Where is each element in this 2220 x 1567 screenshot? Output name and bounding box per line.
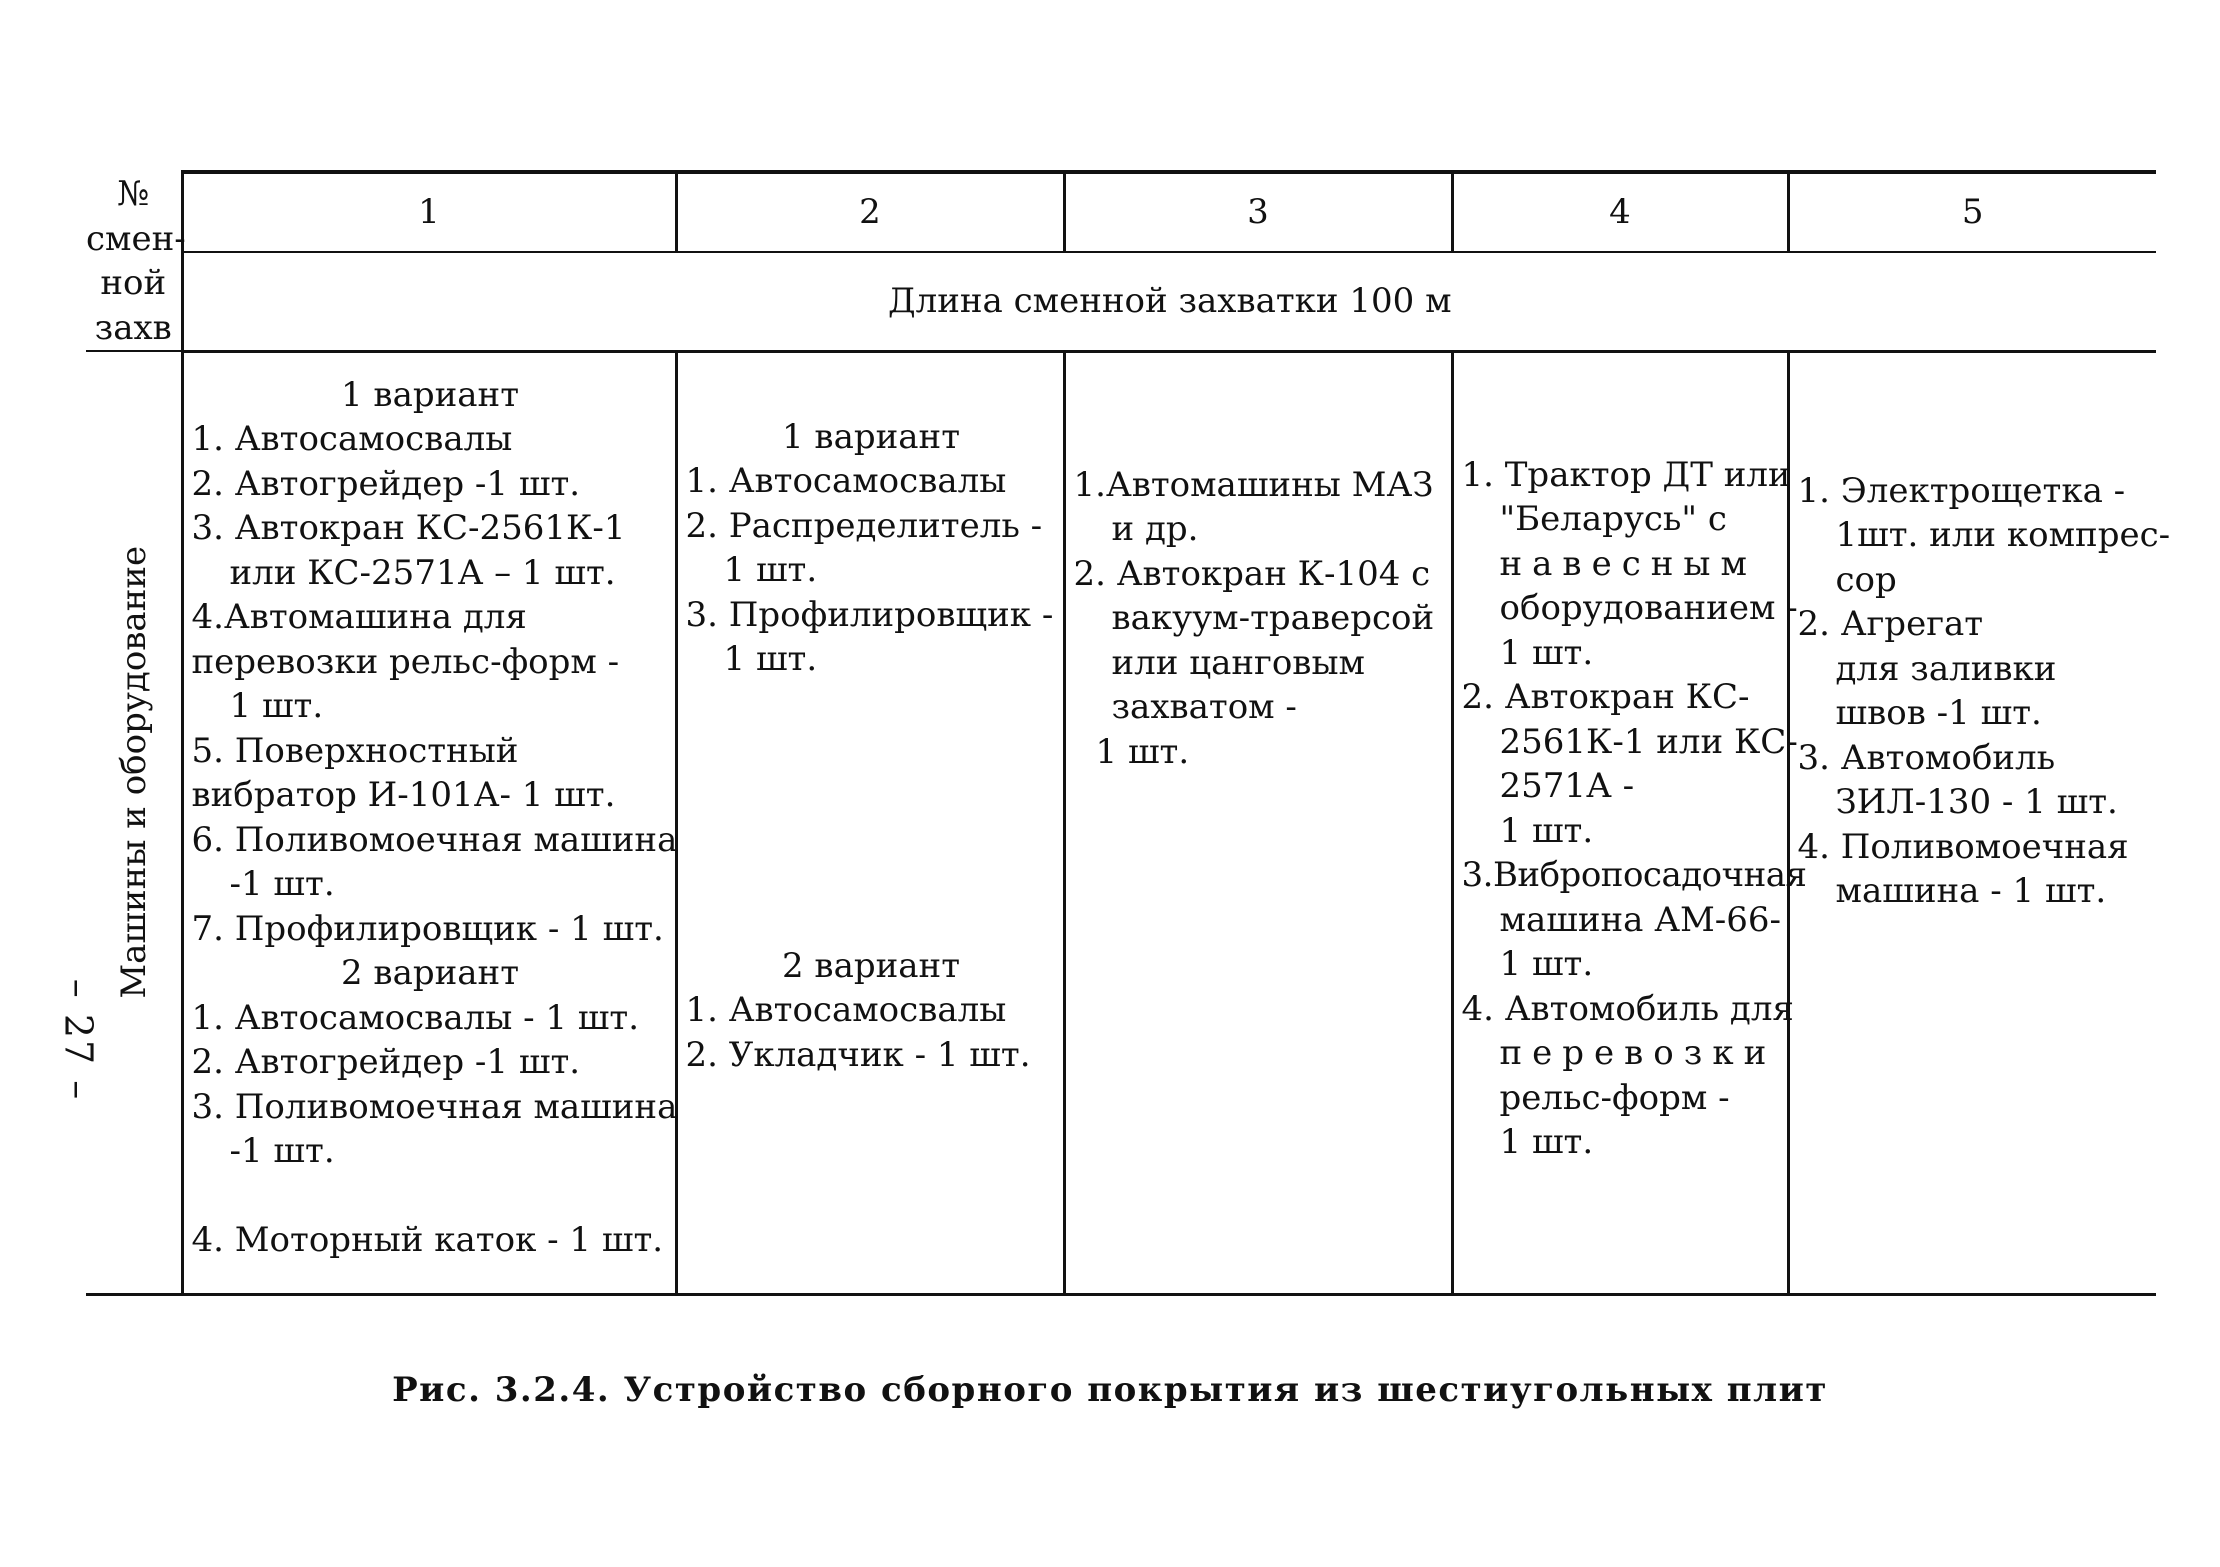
list-item: 2. Укладчик - 1 шт. xyxy=(685,1034,1031,1075)
column-2-cell xyxy=(676,351,1064,1294)
list-item-cont: рельс-форм - xyxy=(1499,1077,1730,1118)
list-item: 1. Автосамосвалы xyxy=(191,419,513,459)
list-item-cont: или цанговым xyxy=(1111,642,1365,683)
list-item: 3. Автомобиль xyxy=(1797,737,2056,778)
column-number-4: 4 xyxy=(1452,172,1788,252)
list-item: 2. Автокран К-104 с xyxy=(1073,553,1431,594)
list-item-cont: или КС-2571А – 1 шт. xyxy=(229,552,616,593)
variant-heading: 2 вариант xyxy=(781,945,961,986)
row-label: Машины и оборудование xyxy=(113,545,154,999)
list-item: 2. Автогрейдер -1 шт. xyxy=(191,1042,581,1082)
list-item: 2. Агрегат xyxy=(1797,604,1984,644)
column-3-cell xyxy=(1064,351,1452,1294)
list-item-cont: 1 шт. xyxy=(1499,810,1594,851)
list-item: 1. Трактор ДТ или xyxy=(1461,454,1791,495)
list-item: 1.Автомашины МАЗ xyxy=(1073,464,1434,505)
list-item: 1. Автосамосвалы - 1 шт. xyxy=(191,997,640,1038)
body-row xyxy=(86,351,2156,1294)
list-item-cont: 1шт. или компрес- xyxy=(1835,515,2171,555)
list-item: 4. Автомобиль для xyxy=(1461,988,1794,1029)
column-number-5: 5 xyxy=(1788,172,2156,252)
list-item-cont: вибратор И-101А- 1 шт. xyxy=(191,775,616,815)
list-item: 7. Профилировщик - 1 шт. xyxy=(191,908,664,949)
list-item-cont: машина АМ-66- xyxy=(1499,899,1782,940)
figure-caption: Рис. 3.2.4. Устройство сборного покрытия из шестиугольных плит xyxy=(392,1370,1828,1410)
list-item: 4. Моторный каток - 1 шт. xyxy=(191,1219,664,1260)
list-item-cont: и др. xyxy=(1111,509,1199,549)
list-item-cont: для заливки xyxy=(1835,648,2057,689)
list-item: 1. Электрощетка - xyxy=(1797,470,2126,511)
column-1-cell xyxy=(182,351,676,1294)
list-item: 2. Распределитель - xyxy=(685,505,1043,546)
list-item-cont: ЗИЛ-130 - 1 шт. xyxy=(1835,782,2118,822)
variant-heading: 1 вариант xyxy=(781,416,961,457)
list-item-cont: перевозки рельс-форм - xyxy=(191,641,620,682)
list-item-cont: 1 шт. xyxy=(723,639,818,679)
list-item-cont: 2561К-1 или КС- xyxy=(1499,721,1798,762)
list-item-cont: 1 шт. xyxy=(1095,731,1190,772)
list-item-cont: вакуум-траверсой xyxy=(1111,598,1435,638)
list-item: 2. Автокран КС- xyxy=(1461,677,1750,717)
list-item-cont: перевозки xyxy=(1499,1033,1777,1073)
list-item: 3.Вибропосадочная xyxy=(1461,855,1807,895)
list-item: 5. Поверхностный xyxy=(191,730,519,771)
list-item-cont: швов -1 шт. xyxy=(1835,693,2042,733)
list-item-cont: 1 шт. xyxy=(1499,1122,1594,1162)
list-item-cont: -1 шт. xyxy=(229,864,335,904)
header-row-length xyxy=(86,252,2156,351)
header-row-numbers xyxy=(86,172,2156,252)
page-number: – 27 – xyxy=(56,978,101,1102)
list-item-cont: 1 шт. xyxy=(723,550,818,590)
list-item-cont: навесным xyxy=(1499,543,1757,584)
list-item-cont: машина - 1 шт. xyxy=(1835,871,2107,911)
list-item-cont: "Беларусь" с xyxy=(1499,499,1727,539)
column-number-2: 2 xyxy=(676,172,1064,252)
list-item: 3. Автокран КС-2561К-1 xyxy=(191,508,626,548)
column-4-cell xyxy=(1452,351,1807,1294)
list-item: 4. Поливомоечная xyxy=(1797,826,2129,867)
list-item: 3. Поливомоечная машина xyxy=(191,1086,678,1127)
variant-heading: 1 вариант xyxy=(340,374,520,415)
list-item-cont: -1 шт. xyxy=(229,1131,335,1171)
list-item-cont: 1 шт. xyxy=(1499,632,1594,673)
row-label-cell xyxy=(86,351,182,1294)
machinery-table xyxy=(86,170,2171,1296)
list-item: 6. Поливомоечная машина xyxy=(191,819,678,860)
list-item: 1. Автосамосвалы xyxy=(685,990,1007,1030)
column-number-3: 3 xyxy=(1064,172,1452,252)
column-5-cell xyxy=(1788,351,2171,1294)
length-header: Длина сменной захватки 100 м xyxy=(182,252,2156,351)
list-item-cont: оборудованием - xyxy=(1499,588,1798,628)
list-item-cont: сор xyxy=(1835,559,1897,600)
list-item-cont: 1 шт. xyxy=(229,686,324,726)
list-item: 1. Автосамосвалы xyxy=(685,461,1007,501)
list-item-cont: 1 шт. xyxy=(1499,944,1594,984)
list-item-cont: захватом - xyxy=(1111,687,1297,727)
corner-header: № смен- ной захв xyxy=(86,172,182,351)
list-item: 3. Профилировщик - xyxy=(685,594,1054,635)
list-item: 2. Автогрейдер -1 шт. xyxy=(191,463,581,504)
variant-heading: 2 вариант xyxy=(340,953,520,993)
column-number-1: 1 xyxy=(182,172,676,252)
list-item-cont: 2571А - xyxy=(1499,766,1635,806)
list-item: 4.Автомашина для xyxy=(191,597,527,637)
